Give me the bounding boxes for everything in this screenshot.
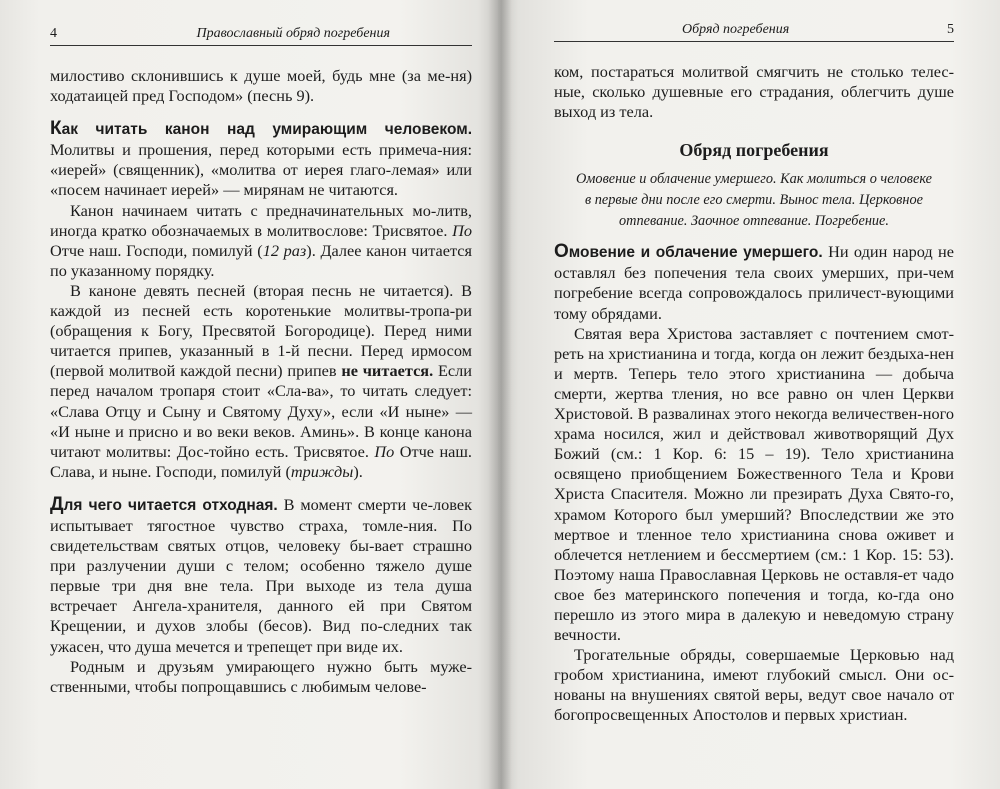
section-subtitle: Омовение и облачение умершего. Как молиться о человеке в первые дни после его смерти. Вынос тела. Церковное отпевание. Заочное отпевание. Погребение. xyxy=(575,171,933,230)
left-paragraph-4: В каноне девять песней (вторая песнь не читается). В каждой из песней есть коротенькие молитвы-тропа-ри (обращения к Богу, Пресвятой Богородице). Перед ними читается припев, указанный в 1-й песни. Перед ирмосом (первой молитвой каждой песни) припев не читается. Если перед началом тропаря стоит «Сла-ва», то читать следует: «Слава Отцу и Сыну и Святому Духу», если «И ныне» — «И ныне и присно и во веки веков. Аминь». В конце канона читают молитвы: Дос-тойно есть. Трисвятое. По Отче наш. Слава, и ныне. Господи, помилуй (трижды). xyxy=(50,280,472,481)
left-paragraph-3: Канон начинаем читать с предначинательных мо-литв, иногда кратко обозначаемых в молитвослове: Трисвятое. По Отче наш. Господи, помилуй (12 раз). Далее канон читается по указанному порядку. xyxy=(50,200,472,280)
canon-heading: Как читать канон над умирающим человеком. xyxy=(50,118,472,140)
right-paragraph-1: ком, постараться молитвой смягчить не столько телес-ные, сколько душевные его страдания, облегчить душе выход из тела. xyxy=(554,62,954,122)
right-page xyxy=(498,0,1000,789)
otkhodnaya-heading: Для чего читается отходная. xyxy=(50,493,278,515)
left-paragraph-6: Родным и друзьям умирающего нужно быть муже-ственными, чтобы попрощавшись с любимым челове- xyxy=(50,656,472,696)
washing-heading: Омовение и облачение умершего. xyxy=(554,241,823,263)
section-title: Обряд погребения xyxy=(679,140,829,161)
left-body-text xyxy=(50,66,472,697)
right-section-washing: Омовение и облачение умершего. Ни один народ не оставлял без попечения тела своих умерших, при-чем погребение всегда сопровождалось приличест-вующими тому обрядами. xyxy=(554,241,954,323)
left-section-otkhodnaya: Для чего читается отходная. В момент смерти че-ловек испытывает тягостное чувство страха, томле-ния. По свидетельствам святых отцов, человеку бы-вает страшно при разлучении души с телом; особенно тяжело душе первые три дня вне тела. При выходе из тела душа встречает Ангела-хранителя, данного ей при Святом Крещении, и духов злобы (бесов). Вид по-следних так ужасен, что душа мечется и трепещет при виде их. xyxy=(50,493,472,656)
left-paragraph-1: милостиво склонившись к душе моей, будь мне (за ме-ня) ходатаицей пред Господом» (песнь 9). xyxy=(50,66,472,106)
left-page-number: 4 xyxy=(50,26,57,41)
right-body-text xyxy=(554,62,954,726)
right-running-title: Обряд погребения xyxy=(682,22,790,37)
right-page-number: 5 xyxy=(947,22,954,37)
right-paragraph-3: Святая вера Христова заставляет с почтением смот-реть на христианина и тогда, когда он лежит бездыха-нен и мертв. Теперь тело этого христианина — добыча смерти, жертва тления, но все равно он член Церкви Христовой. В развалинах этого некогда величествен-ного храма носился, жил и действовал животворящий Дух Божий (см.: 1 Кор. 6: 15 – 19). Тело христианина освящено приобщением Божественного Тела и Крови Христа Спасителя. Можно ли презирать Духа Свято-го, храмом Которого был умерший? Впоследствии же это мертвое и тленное тело христианина снова оживет и облечется нетлением и бессмертием (см.: 1 Кор. 15: 53). Поэтому наша Православная Церковь не оставля-ет чадо свое без материнского попечения и тогда, ко-гда оно перешло из этого мира в далекую и неведомую страну вечности. xyxy=(554,323,954,645)
left-page xyxy=(0,0,498,789)
left-running-title: Православный обряд погребения xyxy=(196,26,390,41)
left-section-canon: Как читать канон над умирающим человеком. Молитвы и прошения, перед которыми есть примеча-ния: «иерей» (священник), «молитва от иерея глаго-лемая» или «посем начинает иерей» — мирянам не читаются. xyxy=(50,118,472,200)
right-paragraph-4: Трогательные обряды, совершаемые Церковью над гробом христианина, имеют глубокий смысл. Они ос-нованы на внушениях святой веры, ведут свое начало от богопросвещенных Апостолов и первых христиан. xyxy=(554,645,954,725)
right-running-head xyxy=(554,22,954,42)
left-running-head xyxy=(50,26,472,46)
